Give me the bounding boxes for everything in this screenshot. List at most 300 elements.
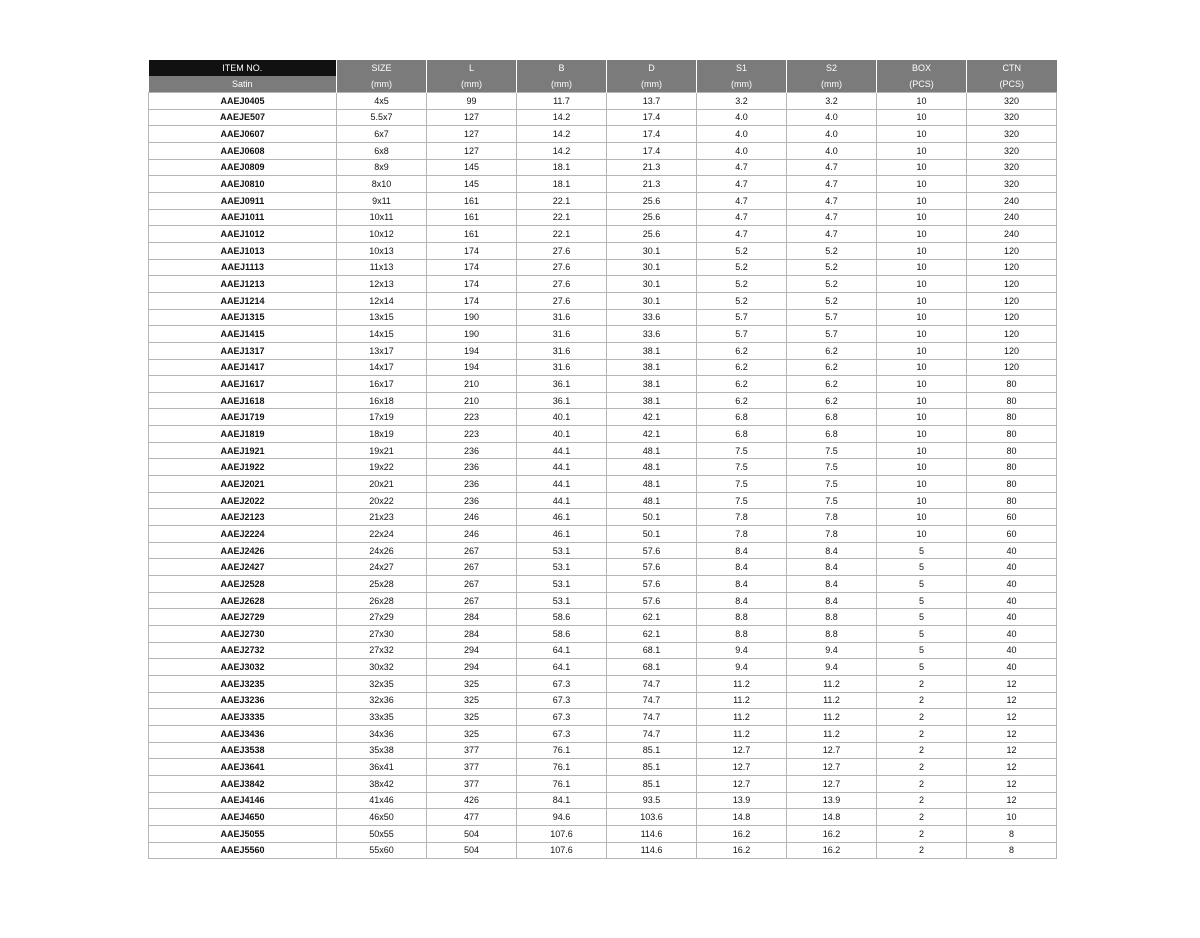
item-no-cell: AAEJ3032 — [149, 659, 337, 676]
header-row-units — [149, 76, 1057, 93]
b-cell: 36.1 — [517, 376, 607, 393]
s1-cell: 5.7 — [697, 326, 787, 343]
item-no-cell: AAEJ1113 — [149, 259, 337, 276]
l-cell: 477 — [427, 809, 517, 826]
box-cell: 2 — [877, 759, 967, 776]
header-unit: (mm) — [787, 76, 877, 93]
box-cell: 10 — [877, 392, 967, 409]
table-row — [149, 792, 1057, 809]
header-unit: (mm) — [517, 76, 607, 93]
l-cell: 194 — [427, 342, 517, 359]
table-row — [149, 409, 1057, 426]
s1-cell: 5.2 — [697, 242, 787, 259]
s1-cell: 7.5 — [697, 492, 787, 509]
box-cell: 2 — [877, 742, 967, 759]
s1-cell: 8.8 — [697, 609, 787, 626]
ctn-cell: 12 — [967, 725, 1057, 742]
header-s1: S1 — [697, 60, 787, 76]
item-no-cell: AAEJ5055 — [149, 825, 337, 842]
box-cell: 5 — [877, 576, 967, 593]
s1-cell: 5.2 — [697, 259, 787, 276]
s2-cell: 7.8 — [787, 526, 877, 543]
s1-cell: 5.2 — [697, 292, 787, 309]
box-cell: 10 — [877, 209, 967, 226]
size-cell: 41x46 — [337, 792, 427, 809]
b-cell: 36.1 — [517, 392, 607, 409]
header-d: D — [607, 60, 697, 76]
s1-cell: 8.4 — [697, 576, 787, 593]
size-cell: 33x35 — [337, 709, 427, 726]
size-cell: 9x11 — [337, 192, 427, 209]
size-cell: 17x19 — [337, 409, 427, 426]
s2-cell: 8.4 — [787, 592, 877, 609]
size-cell: 30x32 — [337, 659, 427, 676]
d-cell: 33.6 — [607, 326, 697, 343]
table-row — [149, 93, 1057, 110]
box-cell: 10 — [877, 326, 967, 343]
d-cell: 85.1 — [607, 742, 697, 759]
s1-cell: 11.2 — [697, 692, 787, 709]
s2-cell: 7.5 — [787, 442, 877, 459]
l-cell: 325 — [427, 675, 517, 692]
header-s2: S2 — [787, 60, 877, 76]
item-no-cell: AAEJ1213 — [149, 276, 337, 293]
box-cell: 2 — [877, 709, 967, 726]
box-cell: 10 — [877, 492, 967, 509]
b-cell: 76.1 — [517, 759, 607, 776]
ctn-cell: 12 — [967, 792, 1057, 809]
d-cell: 30.1 — [607, 259, 697, 276]
d-cell: 114.6 — [607, 825, 697, 842]
s1-cell: 11.2 — [697, 675, 787, 692]
item-no-cell: AAEJ2426 — [149, 542, 337, 559]
d-cell: 25.6 — [607, 226, 697, 243]
item-no-cell: AAEJ1819 — [149, 426, 337, 443]
ctn-cell: 10 — [967, 809, 1057, 826]
s2-cell: 11.2 — [787, 709, 877, 726]
d-cell: 21.3 — [607, 159, 697, 176]
box-cell: 2 — [877, 675, 967, 692]
d-cell: 25.6 — [607, 192, 697, 209]
table-row — [149, 376, 1057, 393]
l-cell: 161 — [427, 226, 517, 243]
item-no-cell: AAEJE507 — [149, 109, 337, 126]
item-no-cell: AAEJ1921 — [149, 442, 337, 459]
item-no-cell: AAEJ1214 — [149, 292, 337, 309]
box-cell: 10 — [877, 509, 967, 526]
size-cell: 4x5 — [337, 93, 427, 110]
item-no-cell: AAEJ0911 — [149, 192, 337, 209]
l-cell: 210 — [427, 376, 517, 393]
b-cell: 40.1 — [517, 426, 607, 443]
table-row — [149, 775, 1057, 792]
s1-cell: 4.7 — [697, 209, 787, 226]
d-cell: 17.4 — [607, 142, 697, 159]
d-cell: 21.3 — [607, 176, 697, 193]
b-cell: 53.1 — [517, 559, 607, 576]
table-row — [149, 392, 1057, 409]
table-row — [149, 592, 1057, 609]
item-no-cell: AAEJ2730 — [149, 626, 337, 643]
item-no-cell: AAEJ1317 — [149, 342, 337, 359]
table-row — [149, 292, 1057, 309]
s1-cell: 8.4 — [697, 592, 787, 609]
size-cell: 18x19 — [337, 426, 427, 443]
box-cell: 2 — [877, 692, 967, 709]
s1-cell: 4.7 — [697, 176, 787, 193]
header-unit: (mm) — [427, 76, 517, 93]
s2-cell: 4.7 — [787, 226, 877, 243]
table-row — [149, 442, 1057, 459]
size-cell: 12x14 — [337, 292, 427, 309]
box-cell: 10 — [877, 342, 967, 359]
d-cell: 68.1 — [607, 642, 697, 659]
size-cell: 24x27 — [337, 559, 427, 576]
item-no-cell: AAEJ1011 — [149, 209, 337, 226]
s2-cell: 11.2 — [787, 725, 877, 742]
ctn-cell: 80 — [967, 376, 1057, 393]
ctn-cell: 240 — [967, 192, 1057, 209]
table-row — [149, 509, 1057, 526]
d-cell: 48.1 — [607, 492, 697, 509]
d-cell: 103.6 — [607, 809, 697, 826]
table-row — [149, 692, 1057, 709]
l-cell: 174 — [427, 276, 517, 293]
table-row — [149, 126, 1057, 143]
box-cell: 5 — [877, 626, 967, 643]
s2-cell: 4.7 — [787, 209, 877, 226]
s2-cell: 16.2 — [787, 825, 877, 842]
table-row — [149, 192, 1057, 209]
s1-cell: 9.4 — [697, 642, 787, 659]
l-cell: 194 — [427, 359, 517, 376]
table-row — [149, 459, 1057, 476]
s2-cell: 8.4 — [787, 559, 877, 576]
b-cell: 27.6 — [517, 276, 607, 293]
table-row — [149, 609, 1057, 626]
ctn-cell: 320 — [967, 142, 1057, 159]
l-cell: 127 — [427, 109, 517, 126]
b-cell: 46.1 — [517, 526, 607, 543]
d-cell: 42.1 — [607, 426, 697, 443]
box-cell: 10 — [877, 476, 967, 493]
box-cell: 10 — [877, 259, 967, 276]
size-cell: 5.5x7 — [337, 109, 427, 126]
s2-cell: 6.8 — [787, 426, 877, 443]
ctn-cell: 120 — [967, 242, 1057, 259]
d-cell: 85.1 — [607, 775, 697, 792]
s1-cell: 9.4 — [697, 659, 787, 676]
box-cell: 5 — [877, 642, 967, 659]
s2-cell: 5.7 — [787, 309, 877, 326]
table-row — [149, 492, 1057, 509]
b-cell: 76.1 — [517, 775, 607, 792]
item-no-cell: AAEJ1617 — [149, 376, 337, 393]
box-cell: 10 — [877, 276, 967, 293]
header-size: SIZE — [337, 60, 427, 76]
box-cell: 5 — [877, 609, 967, 626]
d-cell: 62.1 — [607, 626, 697, 643]
box-cell: 5 — [877, 542, 967, 559]
d-cell: 33.6 — [607, 309, 697, 326]
b-cell: 22.1 — [517, 226, 607, 243]
size-cell: 38x42 — [337, 775, 427, 792]
box-cell: 10 — [877, 442, 967, 459]
table-header — [149, 60, 1057, 93]
box-cell: 5 — [877, 559, 967, 576]
s1-cell: 4.7 — [697, 192, 787, 209]
size-cell: 32x35 — [337, 675, 427, 692]
size-cell: 16x18 — [337, 392, 427, 409]
d-cell: 74.7 — [607, 709, 697, 726]
size-cell: 13x15 — [337, 309, 427, 326]
table-body — [149, 93, 1057, 859]
box-cell: 2 — [877, 792, 967, 809]
s1-cell: 8.4 — [697, 559, 787, 576]
s2-cell: 8.4 — [787, 542, 877, 559]
box-cell: 10 — [877, 426, 967, 443]
ctn-cell: 320 — [967, 93, 1057, 110]
d-cell: 57.6 — [607, 559, 697, 576]
s1-cell: 6.2 — [697, 359, 787, 376]
b-cell: 64.1 — [517, 642, 607, 659]
item-no-cell: AAEJ0810 — [149, 176, 337, 193]
box-cell: 10 — [877, 93, 967, 110]
size-cell: 46x50 — [337, 809, 427, 826]
d-cell: 42.1 — [607, 409, 697, 426]
l-cell: 161 — [427, 192, 517, 209]
l-cell: 267 — [427, 542, 517, 559]
s2-cell: 4.7 — [787, 192, 877, 209]
b-cell: 53.1 — [517, 576, 607, 593]
l-cell: 190 — [427, 326, 517, 343]
d-cell: 74.7 — [607, 725, 697, 742]
box-cell: 2 — [877, 842, 967, 859]
d-cell: 68.1 — [607, 659, 697, 676]
table-row — [149, 426, 1057, 443]
ctn-cell: 12 — [967, 692, 1057, 709]
b-cell: 58.6 — [517, 626, 607, 643]
size-cell: 27x32 — [337, 642, 427, 659]
l-cell: 174 — [427, 242, 517, 259]
size-cell: 20x22 — [337, 492, 427, 509]
b-cell: 53.1 — [517, 592, 607, 609]
b-cell: 84.1 — [517, 792, 607, 809]
size-cell: 35x38 — [337, 742, 427, 759]
item-no-cell: AAEJ1415 — [149, 326, 337, 343]
d-cell: 48.1 — [607, 476, 697, 493]
box-cell: 10 — [877, 226, 967, 243]
table-row — [149, 725, 1057, 742]
l-cell: 284 — [427, 609, 517, 626]
table-row — [149, 242, 1057, 259]
ctn-cell: 60 — [967, 526, 1057, 543]
item-no-cell: AAEJ2224 — [149, 526, 337, 543]
table-row — [149, 309, 1057, 326]
header-ctn: CTN — [967, 60, 1057, 76]
l-cell: 210 — [427, 392, 517, 409]
l-cell: 161 — [427, 209, 517, 226]
table-row — [149, 542, 1057, 559]
b-cell: 76.1 — [517, 742, 607, 759]
size-cell: 13x17 — [337, 342, 427, 359]
header-box: BOX — [877, 60, 967, 76]
b-cell: 40.1 — [517, 409, 607, 426]
l-cell: 236 — [427, 459, 517, 476]
table-row — [149, 359, 1057, 376]
table-row — [149, 742, 1057, 759]
b-cell: 44.1 — [517, 476, 607, 493]
b-cell: 31.6 — [517, 309, 607, 326]
s1-cell: 7.5 — [697, 476, 787, 493]
b-cell: 27.6 — [517, 259, 607, 276]
d-cell: 57.6 — [607, 542, 697, 559]
b-cell: 67.3 — [517, 675, 607, 692]
l-cell: 267 — [427, 576, 517, 593]
item-no-cell: AAEJ1417 — [149, 359, 337, 376]
ctn-cell: 120 — [967, 259, 1057, 276]
item-no-cell: AAEJ2123 — [149, 509, 337, 526]
l-cell: 99 — [427, 93, 517, 110]
l-cell: 190 — [427, 309, 517, 326]
s2-cell: 5.7 — [787, 326, 877, 343]
d-cell: 50.1 — [607, 526, 697, 543]
l-cell: 325 — [427, 692, 517, 709]
box-cell: 5 — [877, 659, 967, 676]
item-no-cell: AAEJ2528 — [149, 576, 337, 593]
ctn-cell: 12 — [967, 759, 1057, 776]
l-cell: 504 — [427, 825, 517, 842]
size-cell: 26x28 — [337, 592, 427, 609]
d-cell: 85.1 — [607, 759, 697, 776]
table-row — [149, 276, 1057, 293]
box-cell: 2 — [877, 825, 967, 842]
table-row — [149, 626, 1057, 643]
s2-cell: 4.7 — [787, 159, 877, 176]
ctn-cell: 12 — [967, 775, 1057, 792]
b-cell: 46.1 — [517, 509, 607, 526]
size-cell: 36x41 — [337, 759, 427, 776]
l-cell: 504 — [427, 842, 517, 859]
table-row — [149, 342, 1057, 359]
item-no-cell: AAEJ3842 — [149, 775, 337, 792]
ctn-cell: 40 — [967, 659, 1057, 676]
table-row — [149, 675, 1057, 692]
d-cell: 48.1 — [607, 459, 697, 476]
l-cell: 377 — [427, 775, 517, 792]
item-no-cell: AAEJ3235 — [149, 675, 337, 692]
s2-cell: 5.2 — [787, 259, 877, 276]
l-cell: 127 — [427, 126, 517, 143]
s2-cell: 12.7 — [787, 759, 877, 776]
l-cell: 267 — [427, 559, 517, 576]
size-cell: 10x12 — [337, 226, 427, 243]
s2-cell: 5.2 — [787, 292, 877, 309]
item-no-cell: AAEJ1013 — [149, 242, 337, 259]
size-cell: 55x60 — [337, 842, 427, 859]
s2-cell: 7.5 — [787, 476, 877, 493]
ctn-cell: 40 — [967, 626, 1057, 643]
s2-cell: 7.5 — [787, 492, 877, 509]
box-cell: 2 — [877, 725, 967, 742]
box-cell: 2 — [877, 775, 967, 792]
item-no-cell: AAEJ0608 — [149, 142, 337, 159]
b-cell: 44.1 — [517, 459, 607, 476]
l-cell: 223 — [427, 409, 517, 426]
box-cell: 10 — [877, 142, 967, 159]
ctn-cell: 8 — [967, 825, 1057, 842]
box-cell: 10 — [877, 242, 967, 259]
item-no-cell: AAEJ0405 — [149, 93, 337, 110]
d-cell: 30.1 — [607, 292, 697, 309]
item-no-cell: AAEJ2022 — [149, 492, 337, 509]
l-cell: 294 — [427, 642, 517, 659]
b-cell: 14.2 — [517, 126, 607, 143]
table-row — [149, 142, 1057, 159]
s1-cell: 12.7 — [697, 775, 787, 792]
item-no-cell: AAEJ1719 — [149, 409, 337, 426]
table-row — [149, 226, 1057, 243]
ctn-cell: 80 — [967, 392, 1057, 409]
ctn-cell: 120 — [967, 326, 1057, 343]
ctn-cell: 40 — [967, 576, 1057, 593]
d-cell: 93.5 — [607, 792, 697, 809]
d-cell: 17.4 — [607, 109, 697, 126]
ctn-cell: 120 — [967, 359, 1057, 376]
size-cell: 11x13 — [337, 259, 427, 276]
s1-cell: 4.7 — [697, 226, 787, 243]
item-no-cell: AAEJ1315 — [149, 309, 337, 326]
s1-cell: 14.8 — [697, 809, 787, 826]
item-no-cell: AAEJ3641 — [149, 759, 337, 776]
ctn-cell: 320 — [967, 109, 1057, 126]
size-cell: 34x36 — [337, 725, 427, 742]
item-no-cell: AAEJ0809 — [149, 159, 337, 176]
b-cell: 44.1 — [517, 492, 607, 509]
s2-cell: 12.7 — [787, 742, 877, 759]
s1-cell: 6.2 — [697, 376, 787, 393]
d-cell: 62.1 — [607, 609, 697, 626]
b-cell: 31.6 — [517, 359, 607, 376]
box-cell: 2 — [877, 809, 967, 826]
s2-cell: 9.4 — [787, 642, 877, 659]
ctn-cell: 40 — [967, 592, 1057, 609]
item-no-cell: AAEJ3538 — [149, 742, 337, 759]
size-cell: 16x17 — [337, 376, 427, 393]
b-cell: 107.6 — [517, 842, 607, 859]
d-cell: 114.6 — [607, 842, 697, 859]
d-cell: 50.1 — [607, 509, 697, 526]
l-cell: 284 — [427, 626, 517, 643]
s2-cell: 6.2 — [787, 376, 877, 393]
ctn-cell: 40 — [967, 642, 1057, 659]
b-cell: 18.1 — [517, 159, 607, 176]
s2-cell: 3.2 — [787, 93, 877, 110]
s1-cell: 13.9 — [697, 792, 787, 809]
l-cell: 325 — [427, 725, 517, 742]
b-cell: 22.1 — [517, 192, 607, 209]
table-row — [149, 659, 1057, 676]
l-cell: 426 — [427, 792, 517, 809]
d-cell: 57.6 — [607, 592, 697, 609]
ctn-cell: 80 — [967, 442, 1057, 459]
table-row — [149, 109, 1057, 126]
s1-cell: 4.0 — [697, 109, 787, 126]
size-cell: 10x11 — [337, 209, 427, 226]
header-b: B — [517, 60, 607, 76]
item-no-cell: AAEJ2729 — [149, 609, 337, 626]
box-cell: 10 — [877, 292, 967, 309]
